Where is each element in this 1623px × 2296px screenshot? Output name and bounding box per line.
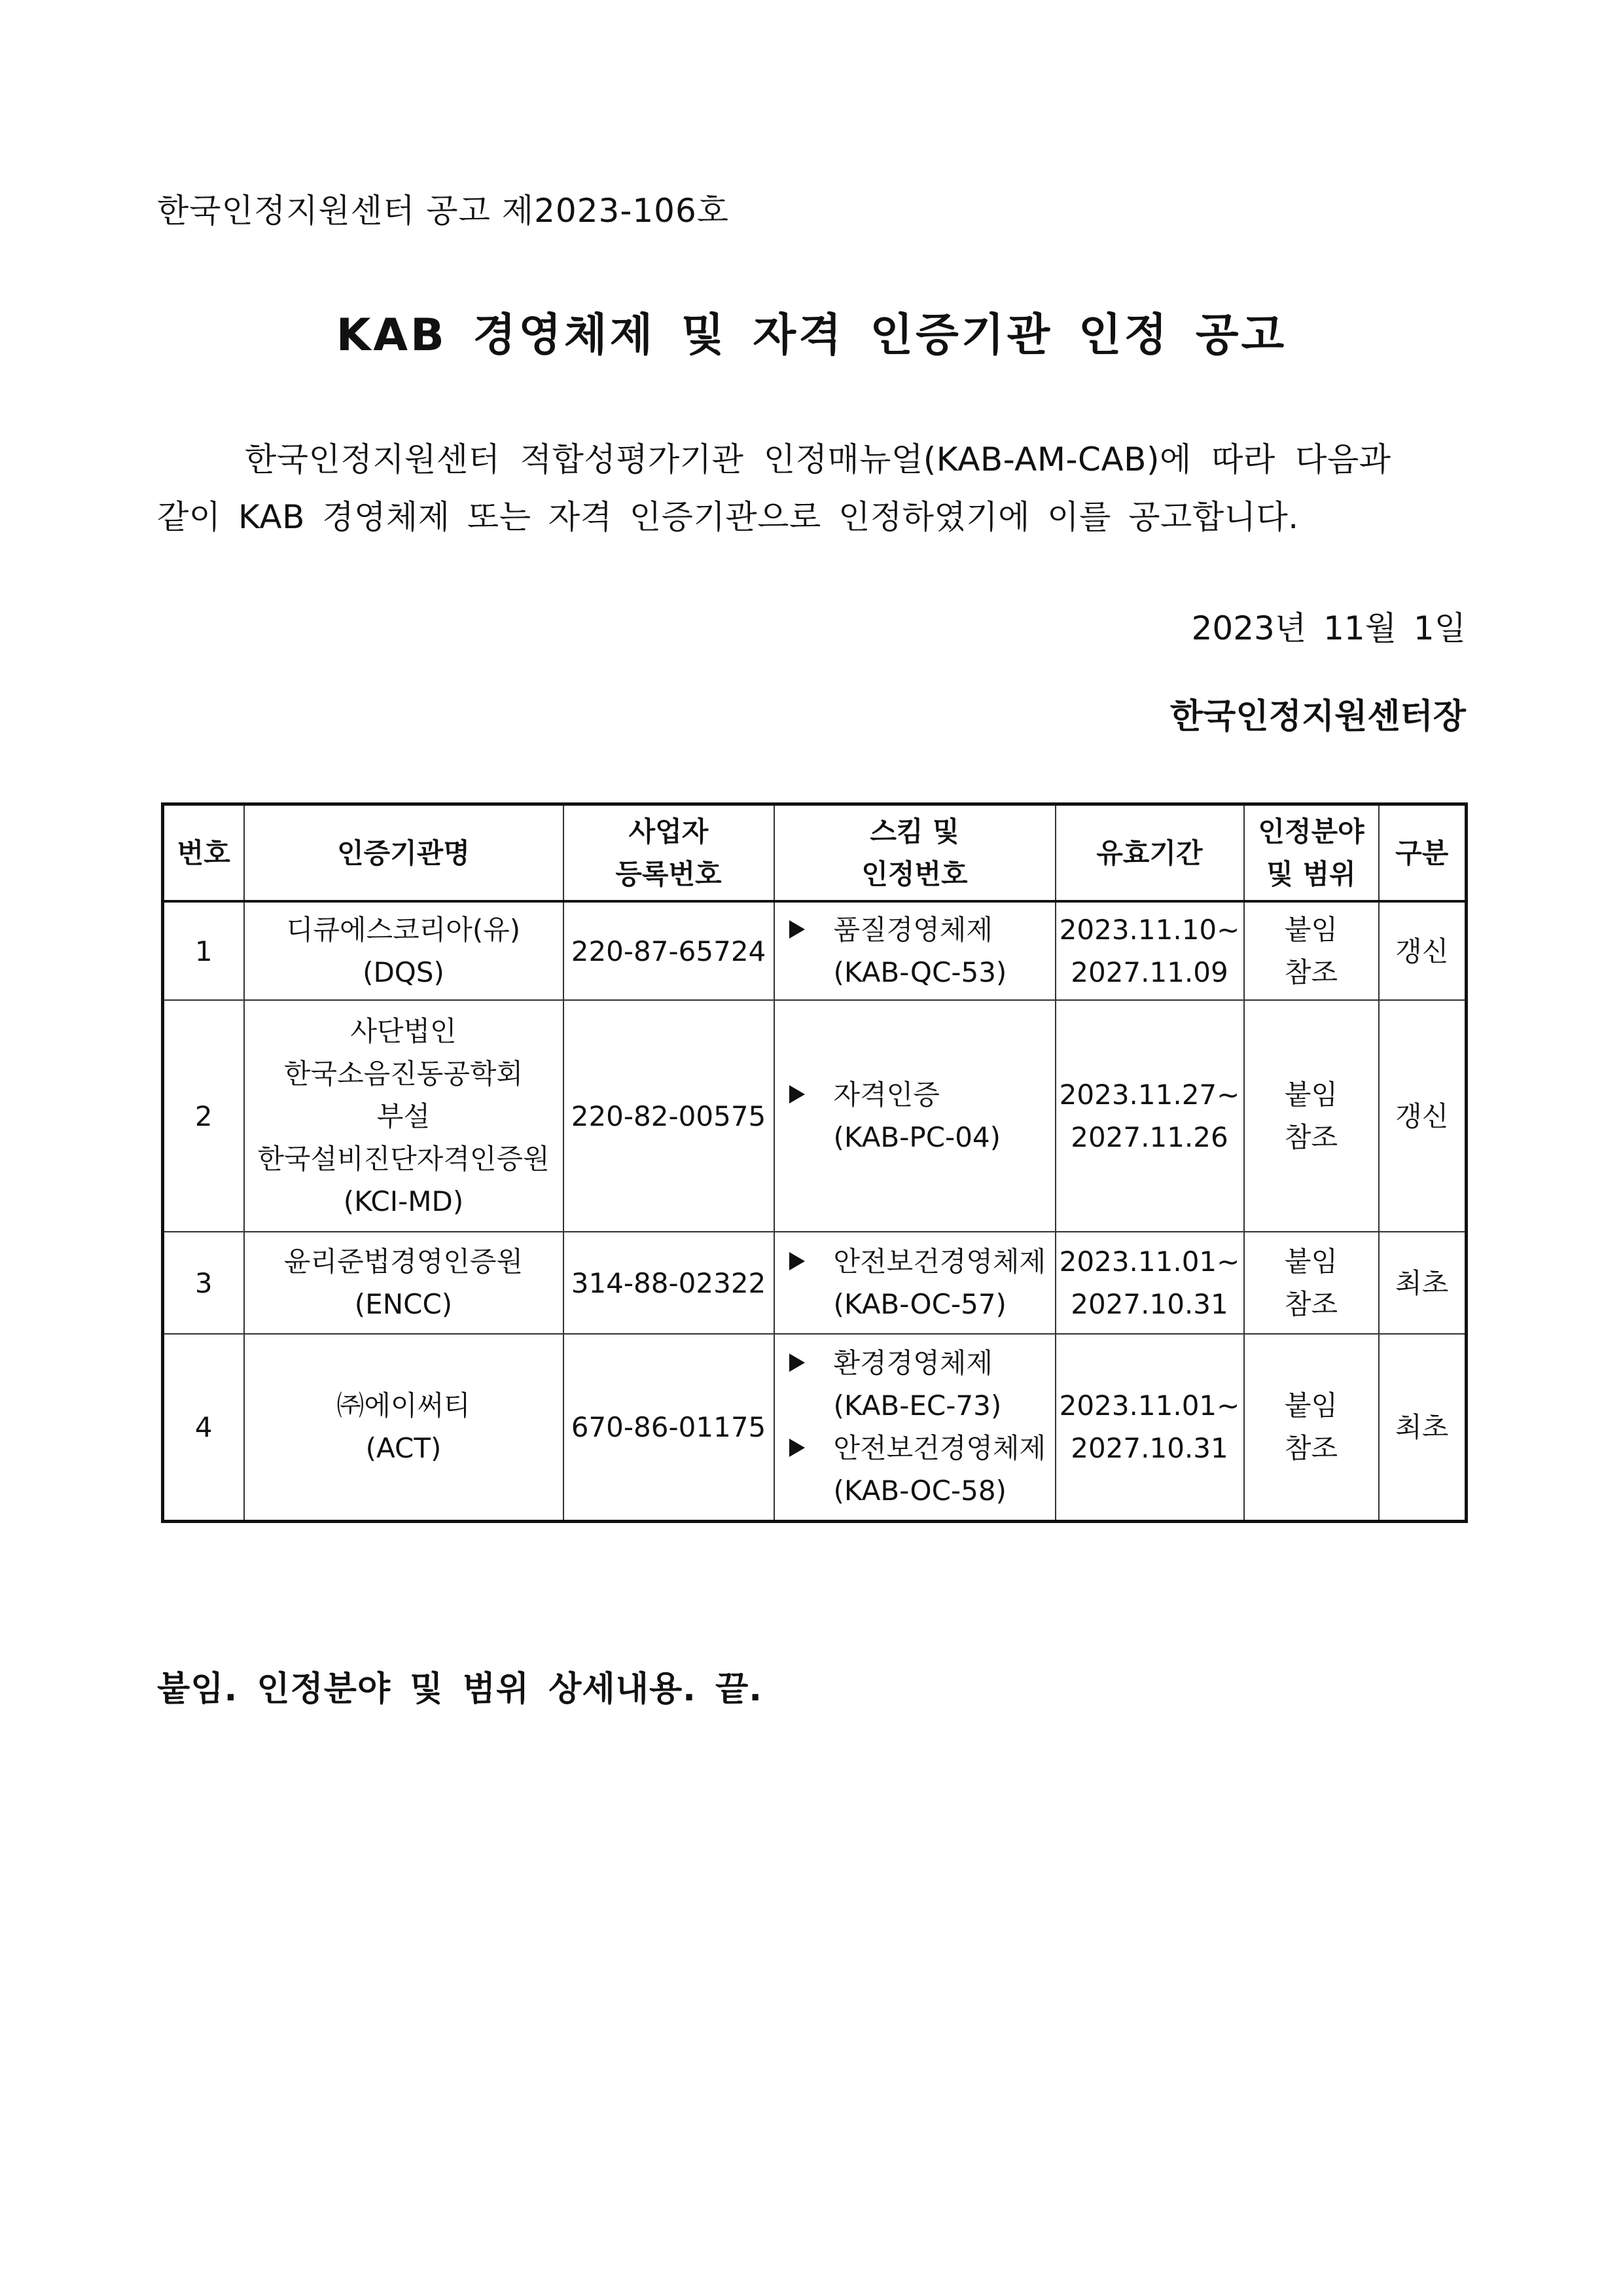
header-period-label: 유효기간 [1096, 836, 1203, 869]
cell-business-number: 314-88-02322 [563, 1232, 774, 1334]
issuer-name: 한국인정지원센터장 [1169, 697, 1466, 736]
scope-line-2: 참조 [1284, 956, 1338, 988]
header-scheme-line-1: 스킴 및 [870, 816, 959, 848]
cell-name-line: 디큐에스코리아(유) [286, 914, 521, 946]
cell-name-line: 한국소음진동공학회 [283, 1057, 524, 1090]
scope-line-1: 붙임 [1284, 1246, 1338, 1278]
scheme-code: (KAB-PC-04) [833, 1121, 1001, 1153]
cell-period [1056, 1232, 1244, 1334]
scheme-name: 안전보건경영체제 [833, 1432, 1046, 1465]
cell-name-line: 사단법인 [350, 1014, 457, 1047]
scheme-item [789, 1073, 1055, 1158]
cell-name-line: 한국설비진단자격인증원 [257, 1142, 550, 1175]
scheme-item [789, 1427, 1055, 1512]
header-business-number [563, 804, 774, 902]
cell-name-line: (ENCC) [354, 1288, 453, 1320]
period-end: 2027.10.31 [1071, 1288, 1228, 1320]
period-end: 2027.10.31 [1071, 1432, 1228, 1465]
cell-business-number: 670-86-01175 [563, 1334, 774, 1521]
period-end: 2027.11.09 [1071, 956, 1228, 988]
scope-line-1: 붙임 [1284, 1390, 1338, 1422]
cell-type: 갱신 [1379, 901, 1467, 1000]
header-no-label: 번호 [177, 836, 230, 869]
triangle-right-icon [789, 1439, 805, 1457]
header-name-label: 인증기관명 [337, 836, 470, 869]
header-business-number-line-2: 등록번호 [615, 858, 722, 890]
scope-line-2: 참조 [1284, 1432, 1338, 1465]
document-title: KAB 경영체제 및 자격 인증기관 인정 공고 [336, 310, 1287, 361]
scope-line-2: 참조 [1284, 1121, 1338, 1153]
header-scope-line-1: 인정분야 [1258, 816, 1364, 848]
cell-name [244, 1232, 563, 1334]
scheme-name: 자격인증 [833, 1079, 940, 1111]
cell-period [1056, 1000, 1244, 1232]
cell-scope [1244, 1000, 1379, 1232]
cell-name [244, 1000, 563, 1232]
accreditation-table [161, 802, 1468, 1523]
scheme-code: (KAB-OC-58) [833, 1475, 1007, 1507]
cell-type: 최초 [1379, 1334, 1467, 1521]
scheme-code: (KAB-OC-57) [833, 1288, 1007, 1320]
cell-period [1056, 901, 1244, 1000]
header-type-label: 구분 [1395, 836, 1449, 869]
cell-name [244, 901, 563, 1000]
table-row [163, 1000, 1467, 1232]
header-scheme-line-2: 인정번호 [861, 858, 968, 890]
cell-scheme [774, 1000, 1056, 1232]
scheme-item [789, 1240, 1055, 1325]
period-end: 2027.11.26 [1071, 1121, 1228, 1153]
body-text-line-2: 같이 KAB 경영체제 또는 자격 인증기관으로 인정하였기에 이를 공고합니다. [157, 498, 1299, 536]
triangle-right-icon [789, 1085, 805, 1103]
header-no [163, 804, 244, 902]
triangle-right-icon [789, 1252, 805, 1270]
scheme-code: (KAB-EC-73) [833, 1390, 1002, 1422]
cell-name-line: ㈜에이써티 [336, 1390, 471, 1422]
scheme-name-line [789, 908, 1055, 951]
scheme-name: 환경경영체제 [833, 1347, 993, 1380]
cell-no: 4 [163, 1334, 244, 1521]
header-type [1379, 804, 1467, 902]
table-row [163, 1334, 1467, 1521]
cell-scheme [774, 1232, 1056, 1334]
header-business-number-line-1: 사업자 [628, 816, 709, 848]
header-period [1056, 804, 1244, 902]
scheme-code: (KAB-QC-53) [833, 956, 1007, 988]
scope-line-1: 붙임 [1284, 914, 1338, 946]
notice-number: 한국인정지원센터 공고 제2023-106호 [157, 192, 730, 230]
scope-line-1: 붙임 [1284, 1079, 1338, 1111]
scheme-name-line [789, 1073, 1055, 1116]
cell-no: 2 [163, 1000, 244, 1232]
cell-scope [1244, 1232, 1379, 1334]
scheme-name-line [789, 1342, 1055, 1384]
period-start: 2023.11.27~ [1059, 1079, 1240, 1111]
header-scheme [774, 804, 1056, 902]
scheme-name: 품질경영체제 [833, 914, 993, 946]
cell-no: 3 [163, 1232, 244, 1334]
announcement-date: 2023년 11월 1일 [1191, 609, 1466, 647]
cell-period [1056, 1334, 1244, 1521]
cell-business-number: 220-82-00575 [563, 1000, 774, 1232]
table-header-row [163, 804, 1467, 902]
period-start: 2023.11.10~ [1059, 914, 1240, 946]
triangle-right-icon [789, 1354, 805, 1372]
table-row [163, 1232, 1467, 1334]
header-scope [1244, 804, 1379, 902]
scheme-name-line [789, 1240, 1055, 1283]
cell-scope [1244, 1334, 1379, 1521]
period-start: 2023.11.01~ [1059, 1246, 1240, 1278]
cell-type: 갱신 [1379, 1000, 1467, 1232]
scheme-name: 안전보건경영체제 [833, 1246, 1046, 1278]
period-start: 2023.11.01~ [1059, 1390, 1240, 1422]
table-row [163, 901, 1467, 1000]
triangle-right-icon [789, 920, 805, 939]
cell-name-line: (DQS) [363, 956, 444, 988]
cell-name-line: (ACT) [365, 1432, 442, 1465]
cell-name-line: 윤리준법경영인증원 [283, 1246, 524, 1278]
cell-business-number: 220-87-65724 [563, 901, 774, 1000]
cell-name-line: (KCI-MD) [343, 1185, 464, 1217]
cell-no: 1 [163, 901, 244, 1000]
scheme-item [789, 908, 1055, 994]
cell-name [244, 1334, 563, 1521]
scope-line-2: 참조 [1284, 1288, 1338, 1320]
header-scope-line-2: 및 범위 [1266, 858, 1356, 890]
cell-scheme [774, 1334, 1056, 1521]
attachment-note: 붙임. 인정분야 및 범위 상세내용. 끝. [157, 1670, 763, 1709]
body-text-line-1: 한국인정지원센터 적합성평가기관 인정매뉴얼(KAB-AM-CAB)에 따라 다음과 [245, 440, 1391, 478]
scheme-name-line [789, 1427, 1055, 1469]
cell-type: 최초 [1379, 1232, 1467, 1334]
scheme-item [789, 1342, 1055, 1427]
header-name [244, 804, 563, 902]
cell-scope [1244, 901, 1379, 1000]
cell-name-line: 부설 [376, 1100, 431, 1132]
cell-scheme [774, 901, 1056, 1000]
